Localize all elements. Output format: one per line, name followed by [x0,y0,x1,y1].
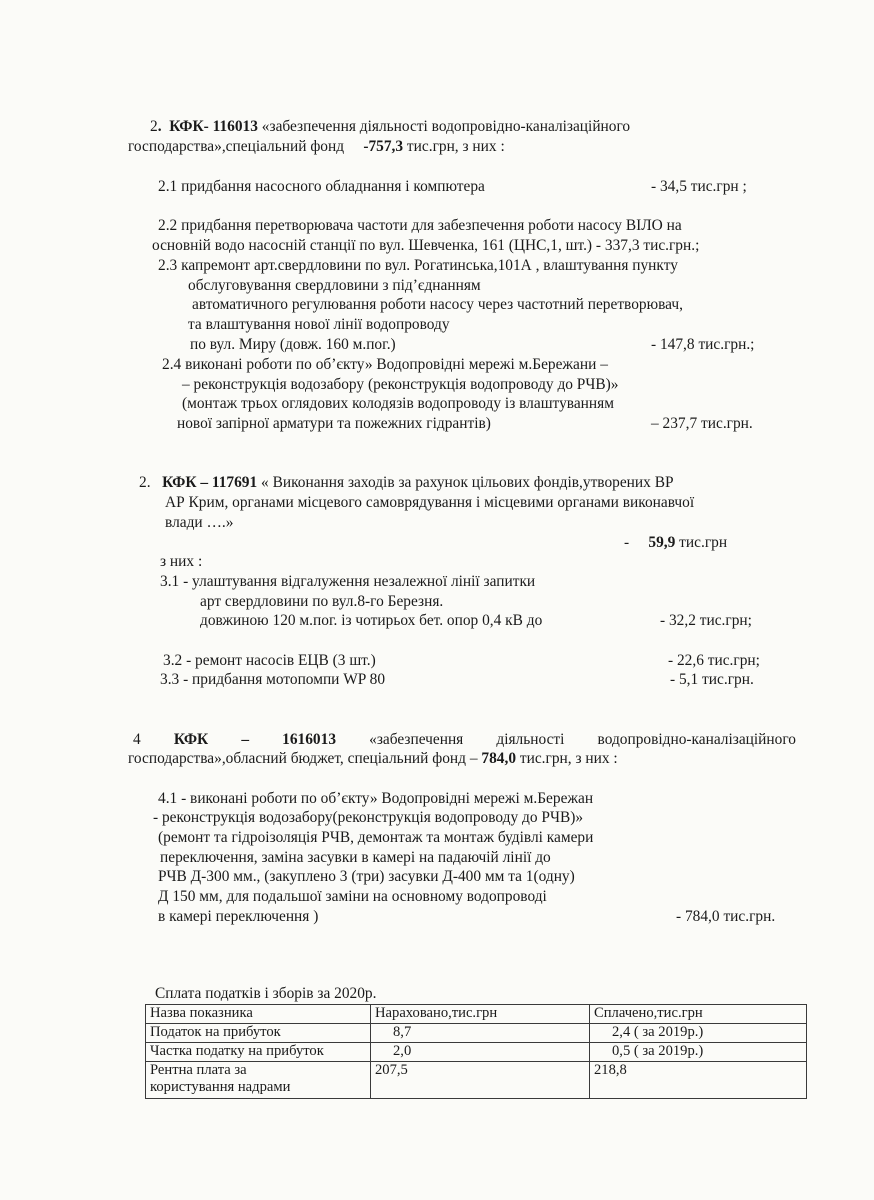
item-3-1-line3: довжиною 120 м.пог. із чотирьох бет. опор 0,4 кВ до [200,612,543,629]
item-2-4-amount: – 237,7 тис.грн. [651,415,753,432]
table-row [146,1024,807,1043]
section-2-from: з них : [160,553,203,570]
item-2-4-line1: 2.4 виконані роботи по об’єкту» Водопровідні мережі м.Бережани – [162,356,608,373]
table-cell: 218,8 [590,1062,807,1099]
section-3-title: 4 КФК – 1616013 «забезпечення діяльності водопровідно-каналізаційного [133,731,796,748]
table-header-cell: Назва показника [146,1005,371,1024]
section-2-title-line2: АР Крим, органами місцевого самоврядування і місцевими органами виконавчої [165,494,695,511]
item-2-1-amount: - 34,5 тис.грн ; [651,178,747,195]
item-3-3: 3.3 - придбання мотопомпи WP 80 [160,671,386,688]
section-3-title-line2: господарства»,обласний бюджет, спеціальний фонд – 784,0 тис.грн, з них : [128,750,618,767]
table-cell: Податок на прибуток [146,1024,371,1043]
item-2-3-line1: 2.3 капремонт арт.свердловини по вул. Рогатинська,101А , влаштування пункту [158,257,678,274]
item-2-4-line4: нової запірної арматури та пожежних гідрантів) [177,415,491,432]
table-cell: 2,4 ( за 2019р.) [590,1024,807,1043]
table-cell-line: Рентна плата за [150,1062,247,1078]
item-2-3-line5: по вул. Миру (довж. 160 м.пог.) [190,336,396,353]
item-4-1-line2: - реконструкція водозабору(реконструкція водопроводу до РЧВ)» [153,809,584,826]
item-3-2-amount: - 22,6 тис.грн; [668,652,760,669]
table-cell [146,1062,371,1099]
table-header-row [146,1005,807,1024]
table-cell-line: користування надрами [150,1079,291,1095]
item-4-1-line7: в камері переключення ) [158,908,319,925]
table-row [146,1043,807,1062]
table-row [146,1062,807,1099]
table-header-cell: Нараховано,тис.грн [371,1005,590,1024]
table-cell: 207,5 [371,1062,590,1099]
item-2-3-line2: обслуговування свердловини з під’єднанням [188,277,481,294]
item-4-1-line5: РЧВ Д-300 мм., (закуплено 3 (три) засувки Д-400 мм та 1(одну) [158,868,575,885]
taxes-caption: Сплата податків і зборів за 2020р. [155,985,377,1002]
item-2-4-line3: (монтаж трьох оглядових колодязів водопроводу із влаштуванням [182,395,614,412]
item-4-1-line3: (ремонт та гідроізоляція РЧВ, демонтаж та монтаж будівлі камери [158,829,594,846]
section-1-title: 2. КФК- 116013 «забезпечення діяльності водопровідно-каналізаційного [150,118,631,135]
section-2-title: 2. КФК – 117691 « Виконання заходів за рахунок цільових фондів,утворених ВР [139,474,674,491]
item-2-3-line4: та влаштування нової лінії водопроводу [188,316,450,333]
item-3-3-amount: - 5,1 тис.грн. [670,671,754,688]
item-3-1-amount: - 32,2 тис.грн; [660,612,752,629]
section-2-title-line3: влади ….» [165,514,234,531]
section-1-title-line2: господарства»,спеціальний фонд -757,3 тис.грн, з них : [128,138,505,155]
item-2-2-line2: основній водо насосній станції по вул. Шевченка, 161 (ЦНС,1, шт.) - 337,3 тис.грн.; [152,237,700,254]
table-cell: 0,5 ( за 2019р.) [590,1043,807,1062]
taxes-table [145,1004,807,1099]
item-4-1-line1: 4.1 - виконані роботи по об’єкту» Водопровідні мережі м.Бережан [158,790,594,807]
item-4-1-amount: - 784,0 тис.грн. [676,908,776,925]
table-header-cell: Сплачено,тис.грн [590,1005,807,1024]
item-3-1-line2: арт свердловини по вул.8-го Березня. [200,593,444,610]
item-2-2-line1: 2.2 придбання перетворювача частоти для забезпечення роботи насосу ВІЛО на [158,217,682,234]
item-4-1-line4: переключення, заміна засувки в камері на падаючій лінії до [160,849,551,866]
table-cell: 8,7 [371,1024,590,1043]
item-2-3-line3: автоматичного регулювання роботи насосу через частотний перетворювач, [192,296,683,313]
item-2-1: 2.1 придбання насосного обладнання і компютера [158,178,485,195]
table-cell: Частка податку на прибуток [146,1043,371,1062]
item-3-2: 3.2 - ремонт насосів ЕЦВ (3 шт.) [163,652,376,669]
item-3-1-line1: 3.1 - улаштування відгалуження незалежної лінії запитки [160,573,536,590]
section-2-amount: - 59,9 тис.грн [624,534,728,551]
item-2-4-line2: – реконструкція водозабору (реконструкція водопроводу до РЧВ)» [182,376,619,393]
item-2-3-amount: - 147,8 тис.грн.; [651,336,755,353]
table-cell: 2,0 [371,1043,590,1062]
item-4-1-line6: Д 150 мм, для подальшої заміни на основному водопроводі [158,888,547,905]
